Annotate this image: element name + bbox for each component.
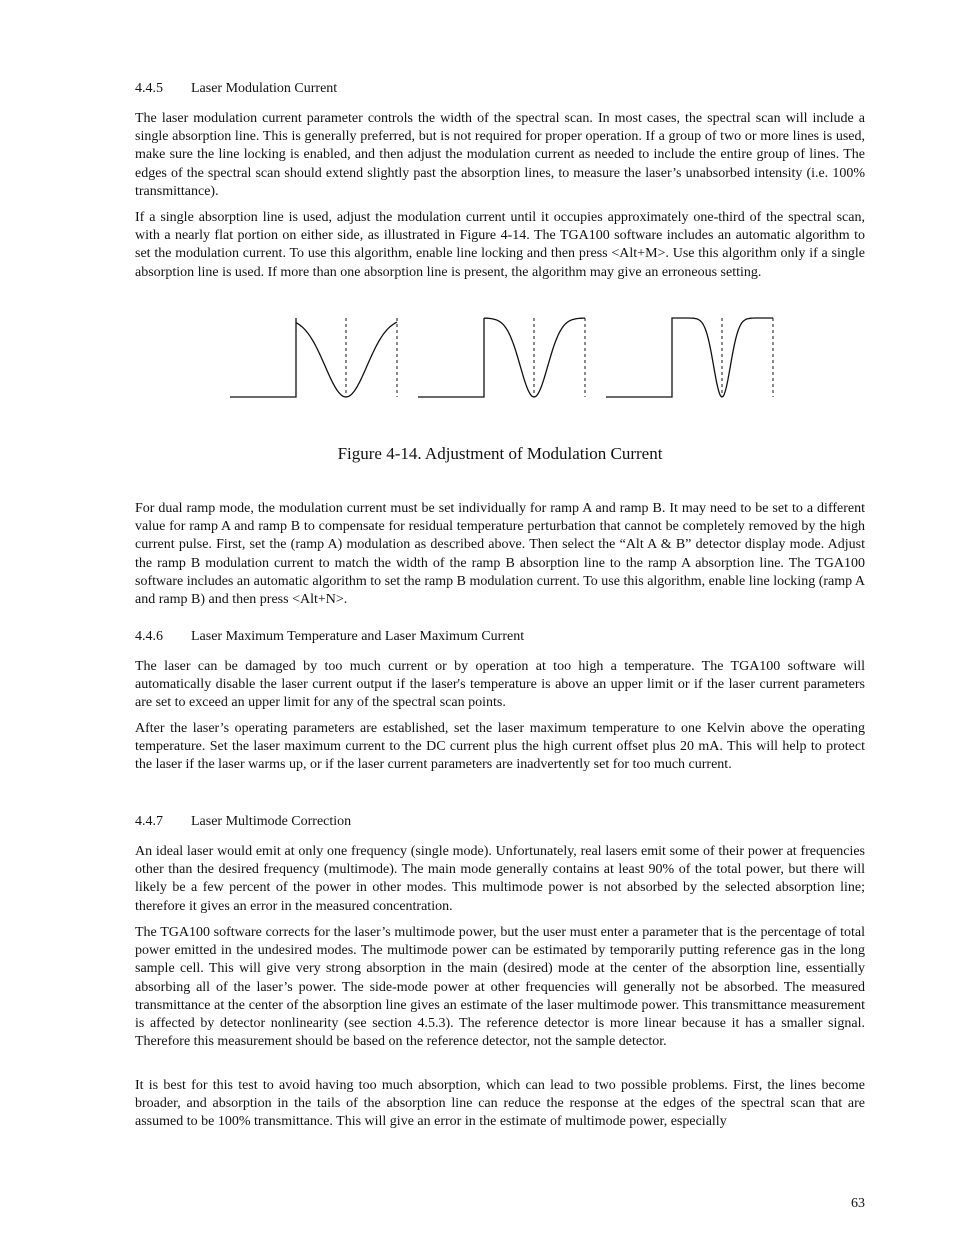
absorption-curve [606, 318, 773, 397]
section-heading-4-4-5 [135, 80, 337, 98]
paragraph: The laser can be damaged by too much current or by operation at too high a temperature. The TGA100 software will automatically disable the laser current output if the laser's temperature is above an upper limit or if the laser current parameters are set to exceed an upper limit for any of the spectral scan points. [135, 659, 865, 711]
paragraph: For dual ramp mode, the modulation current must be set individually for ramp A and ramp B. It may need to be set to a different value for ramp A and ramp B to compensate for residual temperature perturbation that cannot be completely removed by the high current pulse. First, set the (ramp A) modulation as described above. Then select the “Alt A & B” detector display mode. Adjust the ramp B modulation current to match the width of the ramp B absorption line to the ramp A absorption line. The TGA100 software includes an automatic algorithm to set the ramp B modulation current. To use this algorithm, enable line locking (ramp A and ramp B) and then press <Alt+N>. [135, 501, 865, 608]
paragraph: The TGA100 software corrects for the laser’s multimode power, but the user must enter a parameter that is the percentage of total power emitted in the undesired modes. The multimode power can be estimated by temporarily putting reference gas in the long sample cell. This will give very strong absorption in the main (desired) mode at the center of the absorption line, essentially absorbing all of the laser’s power. The side-mode power at other frequencies will generally not be absorbed. The measured transmittance at the center of the absorption line gives an estimate of the laser multimode power. This transmittance measurement is affected by detector nonlinearity (see section 4.5.3). The reference detector is more linear because it has a smaller signal. Therefore this measurement should be based on the reference detector, not the sample detector. [135, 925, 865, 1050]
paragraph: The laser modulation current parameter controls the width of the spectral scan. In most cases, the spectral scan will include a single absorption line. This is generally preferred, but is not required for proper operation. If a group of two or more lines is used, make sure the line locking is enabled, and then adjust the modulation current as needed to include the entire group of lines. The edges of the spectral scan should extend slightly past the absorption lines, to measure the laser’s unabsorbed intensity (i.e. 100% transmittance). [135, 111, 865, 199]
paragraph: If a single absorption line is used, adjust the modulation current until it occupies approximately one-third of the spectral scan, with a nearly flat portion on either side, as illustrated in Figure 4-14. The TGA100 software includes an automatic algorithm to set the modulation current. To use this algorithm, enable line locking and then press <Alt+M>. Use this algorithm only if a single absorption line is used. If more than one absorption line is present, the algorithm may give an erroneous setting. [135, 210, 865, 280]
paragraph: An ideal laser would emit at only one frequency (single mode). Unfortunately, real lasers emit some of their power at frequencies other than the desired frequency (multimode). The main mode generally contains at least 90% of the total power, but there will likely be a few percent of the power in other modes. This multimode power is not absorbed by the selected absorption line; therefore it gives an error in the measured concentration. [135, 844, 865, 914]
paragraph: It is best for this test to avoid having too much absorption, which can lead to two possible problems. First, the lines become broader, and absorption in the tails of the absorption line can reduce the response at the edges of the spectral scan that are assumed to be 100% transmittance. This will give an error in the estimate of multimode power, especially [135, 1078, 865, 1130]
page-number: 63 [851, 1196, 865, 1211]
paragraph: After the laser’s operating parameters are established, set the laser maximum temperature to one Kelvin above the operating temperature. Set the laser maximum current to the DC current plus the high current offset plus 20 mA. This will help to protect the laser if the laser warms up, or if the laser current parameters are inadvertently set for too much current. [135, 721, 865, 773]
section-number: 4.4.6 [135, 629, 163, 644]
absorption-panel [606, 318, 773, 397]
section-number: 4.4.5 [135, 81, 163, 96]
section-number: 4.4.7 [135, 814, 163, 829]
absorption-panel [418, 318, 585, 397]
section-title: Laser Modulation Current [191, 81, 338, 96]
section-title: Laser Maximum Temperature and Laser Maximum Current [191, 629, 525, 644]
modulation-figure [230, 312, 790, 407]
figure-caption: Figure 4-14. Adjustment of Modulation Current [337, 444, 663, 463]
section-heading-4-4-7 [135, 813, 351, 831]
absorption-curve [418, 318, 585, 397]
absorption-panel [230, 318, 397, 397]
section-title: Laser Multimode Correction [191, 814, 352, 829]
absorption-curve [230, 318, 397, 397]
section-heading-4-4-6 [135, 628, 524, 646]
